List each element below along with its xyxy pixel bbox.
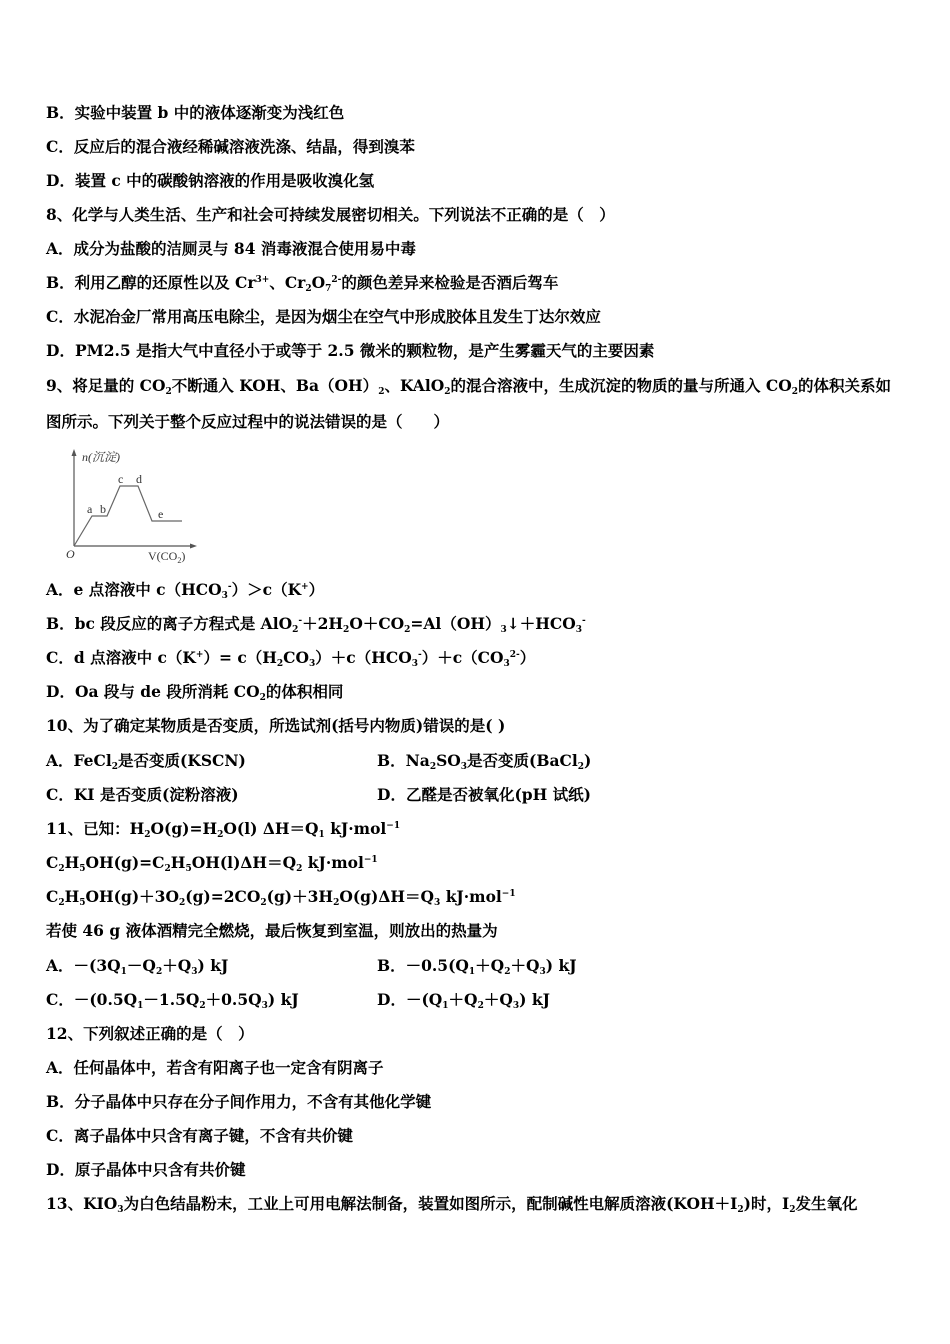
- q12-opt-c: C．离子晶体中只含有离子键，不含有共价键: [46, 1126, 353, 1145]
- superscript: −1: [363, 855, 378, 865]
- q12-opt-a: A．任何晶体中，若含有阳离子也一定含有阴离子: [46, 1058, 384, 1077]
- subscript: 1: [318, 830, 325, 840]
- subscript: 2: [276, 659, 284, 669]
- x-axis-arrow: [190, 544, 197, 549]
- q11-question: 若使 46 g 液体酒精完全燃烧，最后恢复到室温，则放出的热量为: [46, 921, 498, 940]
- subscript: 2: [343, 625, 350, 635]
- precipitate-vs-co2-graph: [62, 446, 202, 566]
- subscript: 3: [512, 1001, 520, 1011]
- q9-opt-c: C．d 点溶液中 $c(K^+)= c(H_2CO_3)+c(HCO_3^-)+c(CO_3^{2-})$: [46, 648, 536, 669]
- subscript: 2: [260, 898, 267, 908]
- subscript: 1: [468, 967, 476, 977]
- subscript: 2: [404, 625, 411, 635]
- q9-opt-a: A．e 点溶液中 $c(HCO_3^-)>c(K^+)$: [46, 580, 325, 601]
- q10-opt-b: B．$Na_2SO_3$是否变质(BaCl$_2$): [377, 751, 592, 772]
- subscript: 2: [199, 1001, 206, 1011]
- subscript: 2: [165, 387, 172, 397]
- subscript: 3: [261, 1001, 268, 1011]
- q11-opt-b: B．$-0.5(Q_1+Q_2+Q_3)$ kJ: [377, 956, 577, 977]
- subscript: 2: [504, 967, 511, 977]
- subscript: 2: [791, 387, 798, 397]
- point-c: c: [118, 472, 124, 486]
- subscript: 2: [296, 864, 303, 874]
- subscript: 2: [164, 864, 171, 874]
- q11-opt-d: D．$-(Q_1+Q_2+Q_3)$ kJ: [377, 990, 550, 1011]
- superscript: +: [301, 582, 309, 592]
- point-d: d: [136, 472, 142, 486]
- q12-opt-b: B．分子晶体中只存在分子间作用力，不含有其他化学键: [46, 1092, 432, 1111]
- subscript: 3: [221, 591, 228, 601]
- q8-opt-d: D．PM2.5 是指大气中直径小于或等于 2.5 微米的颗粒物，是产生雾霾天气的主要因素: [46, 341, 655, 360]
- q8-stem: 8、化学与人类生活、生产和社会可持续发展密切相关。下列说法不正确的是（ ）: [46, 205, 615, 224]
- subscript: 3: [309, 659, 316, 669]
- q11-opt-a: A．$-(3Q_1-Q_2+Q_3)$ kJ: [46, 956, 229, 977]
- subscript: 3: [460, 762, 468, 772]
- subscript: 2: [58, 898, 65, 908]
- y-axis-label: n(沉淀): [82, 450, 120, 464]
- q11-stem: 11、已知：$H_2O(g)=H_2O(l)$ $\Delta H=Q_1$ kJ·mol$^{-1}$: [46, 819, 401, 840]
- subscript: 1: [120, 967, 127, 977]
- q7-opt-b: B．实验中装置 b 中的液体逐渐变为浅红色: [46, 103, 345, 122]
- subscript: 2: [155, 967, 163, 977]
- superscript: +: [195, 650, 204, 660]
- point-b: b: [100, 502, 106, 516]
- subscript: 2: [144, 830, 151, 840]
- subscript: 5: [79, 898, 86, 908]
- subscript: 2: [292, 625, 299, 635]
- x-axis-label: $V(CO_2)$: [148, 549, 186, 565]
- subscript: 2: [217, 830, 224, 840]
- q10-opt-a: A．FeCl$_2$是否变质(KSCN): [46, 751, 246, 772]
- subscript: 1: [137, 1001, 144, 1011]
- q9-stem-2: 图所示。下列关于整个反应过程中的说法错误的是（ ）: [46, 412, 450, 431]
- subscript: 3: [575, 625, 582, 635]
- subscript: 2: [429, 762, 437, 772]
- subscript: 2: [444, 387, 451, 397]
- q9-opt-b: B．bc 段反应的离子方程式是 $AlO_2^-+2H_2O+CO_2=Al(OH)_3↓+HCO_3^-$: [46, 614, 586, 635]
- superscript: 2-: [509, 650, 520, 660]
- q9-opt-d: D．Oa 段与 de 段所消耗 $CO_2$的体积相同: [46, 682, 344, 703]
- subscript: 2: [789, 1205, 796, 1215]
- superscript: -: [298, 616, 303, 626]
- subscript: 2: [259, 693, 266, 703]
- q9-stem-1: 9、将足量的 $CO_2$不断通入 KOH、$Ba(OH)_2$、KAlO$_2$的混合溶液中，生成沉淀的物质的量与所通入 $CO_2$的体积关系如: [46, 376, 892, 397]
- subscript: 3: [503, 659, 510, 669]
- q7-opt-c: C．反应后的混合液经稀碱溶液洗涤、结晶，得到溴苯: [46, 137, 415, 156]
- q13-stem: 13、$KIO_3$为白色结晶粉末，工业上可用电解法制备，装置如图所示，配制碱性电解质溶液$(KOH+I_2)$时，$I_2$发生氧化: [46, 1194, 858, 1215]
- subscript: 2: [477, 1001, 484, 1011]
- subscript: 5: [185, 864, 192, 874]
- subscript: 3: [411, 659, 418, 669]
- q12-opt-d: D．原子晶体中只含有共价键: [46, 1160, 246, 1179]
- subscript: 2: [378, 387, 385, 397]
- superscript: −1: [501, 889, 516, 899]
- subscript: 3: [500, 625, 507, 635]
- subscript: 2: [305, 284, 312, 294]
- subscript: 3: [117, 1205, 124, 1215]
- q10-stem: 10、为了确定某物质是否变质，所选试剂(括号内物质)错误的是( ): [46, 716, 506, 735]
- subscript: 3: [191, 967, 198, 977]
- subscript: 1: [442, 1001, 449, 1011]
- superscript: -: [417, 650, 422, 660]
- subscript: 2: [178, 898, 186, 908]
- superscript: -: [227, 582, 232, 592]
- q11-eq2: $C_2H_5OH(g)=C_2H_5OH(l)\Delta H=Q_2$ kJ·mol$^{-1}$: [46, 853, 378, 874]
- subscript: 3: [539, 967, 546, 977]
- superscript: −1: [386, 821, 401, 831]
- q12-stem: 12、下列叙述正确的是（ ）: [46, 1024, 254, 1043]
- superscript: 2-: [331, 275, 342, 285]
- subscript: 2: [111, 762, 119, 772]
- point-a: a: [87, 502, 93, 516]
- subscript: 2: [58, 864, 65, 874]
- q8-opt-a: A．成分为盐酸的洁厕灵与 84 消毒液混合使用易中毒: [46, 239, 416, 258]
- superscript: 3+: [255, 275, 270, 285]
- point-e: e: [158, 507, 164, 521]
- y-axis-arrow: [72, 449, 77, 456]
- subscript: 2: [333, 898, 340, 908]
- subscript: 3: [434, 898, 441, 908]
- subscript: 2: [577, 762, 585, 772]
- curve: [74, 486, 182, 546]
- q8-opt-c: C．水泥冶金厂常用高压电除尘，是因为烟尘在空气中形成胶体且发生丁达尔效应: [46, 307, 601, 326]
- subscript: 7: [325, 284, 332, 294]
- superscript: -: [582, 616, 586, 626]
- q11-eq3: $C_2H_5OH(g)+3O_2(g)=2CO_2(g)+3H_2O(g)\Delta H=Q_3$ kJ·mol$^{-1}$: [46, 887, 516, 908]
- q7-opt-d: D．装置 c 中的碳酸钠溶液的作用是吸收溴化氢: [46, 171, 375, 190]
- subscript: 2: [737, 1205, 744, 1215]
- q11-opt-c: C．$-(0.5Q_1-1.5Q_2+0.5Q_3)$ kJ: [46, 990, 299, 1011]
- q8-opt-b: B．利用乙醇的还原性以及 $Cr^{3+}$、$Cr_2O_7^{2-}$的颜色差异来检验是否酒后驾车: [46, 273, 559, 294]
- q10-opt-d: D．乙醛是否被氧化(pH 试纸): [377, 785, 591, 804]
- q10-opt-c: C．KI 是否变质(淀粉溶液): [46, 785, 239, 804]
- subscript: 5: [79, 864, 86, 874]
- origin-label: O: [66, 547, 75, 561]
